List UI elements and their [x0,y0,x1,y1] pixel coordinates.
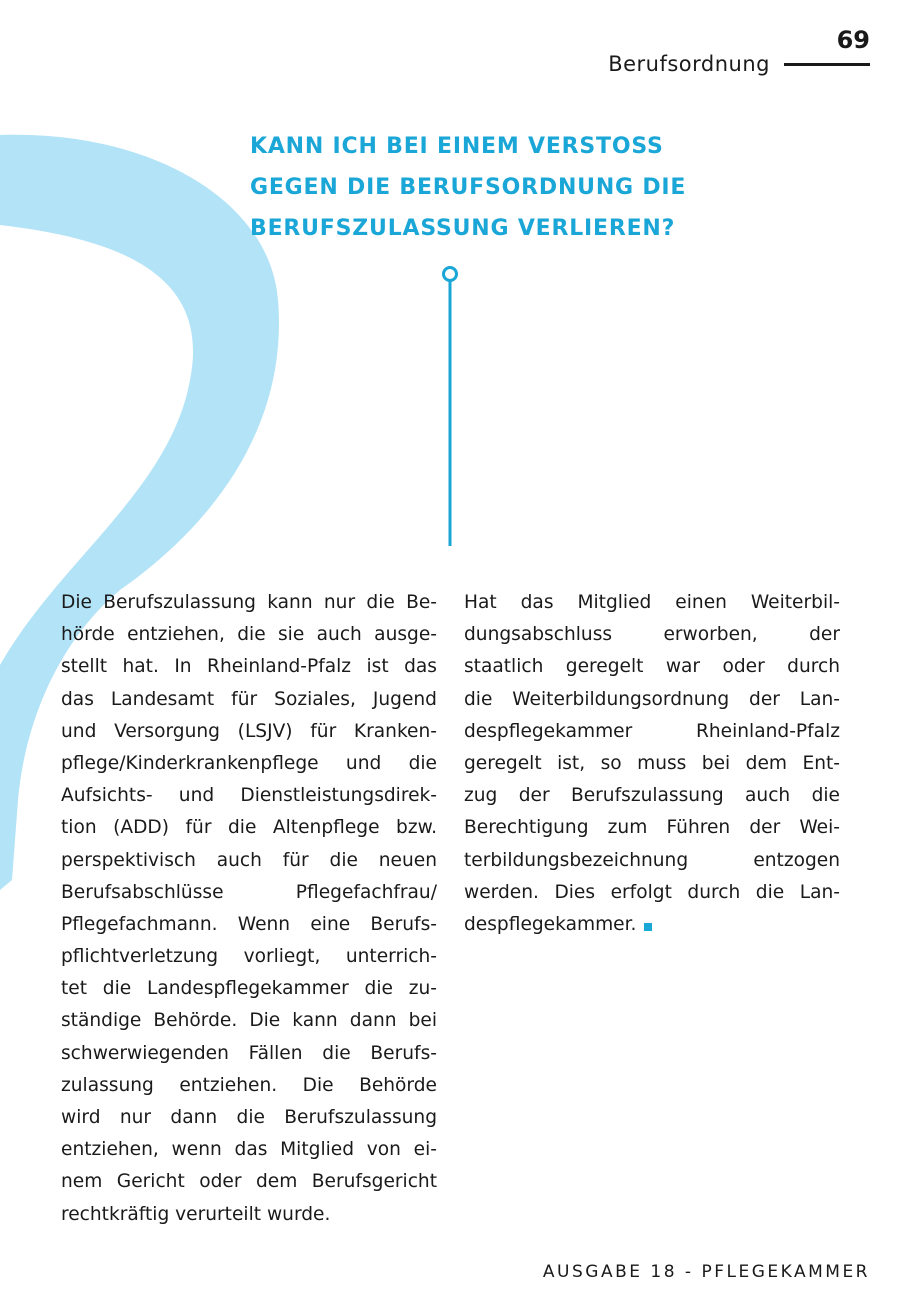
text-line: Aufsichts- und Dienstleistungsdirek- [61,785,437,807]
text-line: Hat das Mitglied einen Weiterbil- [464,592,840,613]
text-line: Die Berufszulassung kann nur die Be- [61,592,437,613]
text-line: wird nur dann die Berufszulassung [61,1107,437,1128]
text-line: hörde entziehen, die sie auch ausge- [61,624,437,646]
text-line: despflegekammer. [464,913,637,935]
text-line: pflichtverletzung vorliegt, unterrich- [61,946,437,968]
text-line: ständige Behörde. Die kann dann bei [61,1010,437,1032]
footer-issue-label: AUSGABE 18 - PFLEGEKAMMER [542,1262,870,1282]
text-line: entziehen, wenn das Mitglied von ei- [61,1139,437,1161]
text-line: staatlich geregelt war oder durch [464,656,840,678]
text-line: perspektivisch auch für die neuen [61,849,437,871]
text-line: terbildungsbezeichnung entzogen [464,849,840,871]
text-line: Pflegefachmann. Wenn eine Berufs- [61,913,437,935]
section-rule [784,63,870,66]
text-line: zulassung entziehen. Die Behörde [61,1074,437,1096]
body-column-left [61,587,437,1231]
text-line: dungsabschluss erworben, der [464,624,840,646]
headline [250,126,687,249]
headline-line: KANN ICH BEI EINEM VERSTOSS [250,134,664,159]
text-line: stellt hat. In Rheinland-Pfalz ist das [61,656,437,678]
text-line: nem Gericht oder dem Berufsgericht [61,1171,437,1193]
page-number: 69 [836,26,870,54]
headline-line: BERUFSZULASSUNG VERLIEREN? [250,216,676,241]
connector-line [440,264,460,549]
text-line: pflege/Kinderkrankenpflege und die [61,752,437,774]
text-line: schwerwiegenden Fällen die Berufs- [61,1042,437,1064]
text-line: werden. Dies erfolgt durch die Lan- [464,881,840,903]
text-line: das Landesamt für Soziales, Jugend [61,688,437,710]
text-line: tion (ADD) für die Altenpflege bzw. [61,817,437,839]
text-line-final [464,909,840,941]
text-line: despflegekammer Rheinland-Pfalz [464,720,840,742]
headline-line: GEGEN DIE BERUFSORDNUNG DIE [250,175,687,200]
end-of-article-mark [644,923,652,931]
text-line: zug der Berufszulassung auch die [464,785,840,807]
text-line: tet die Landespflegekammer die zu- [61,978,437,1000]
text-line: Berechtigung zum Führen der Wei- [464,817,840,839]
text-line: und Versorgung (LSJV) für Kranken- [61,720,437,742]
text-line: geregelt ist, so muss bei dem Ent- [464,752,840,774]
section-label: Berufsordnung [608,52,770,76]
text-line: die Weiterbildungsordnung der Lan- [464,688,840,710]
body-column-right [464,587,840,941]
text-line: Berufsabschlüsse Pflegefachfrau/ [61,881,437,903]
text-line: rechtkräftig verurteilt wurde. [61,1203,331,1225]
